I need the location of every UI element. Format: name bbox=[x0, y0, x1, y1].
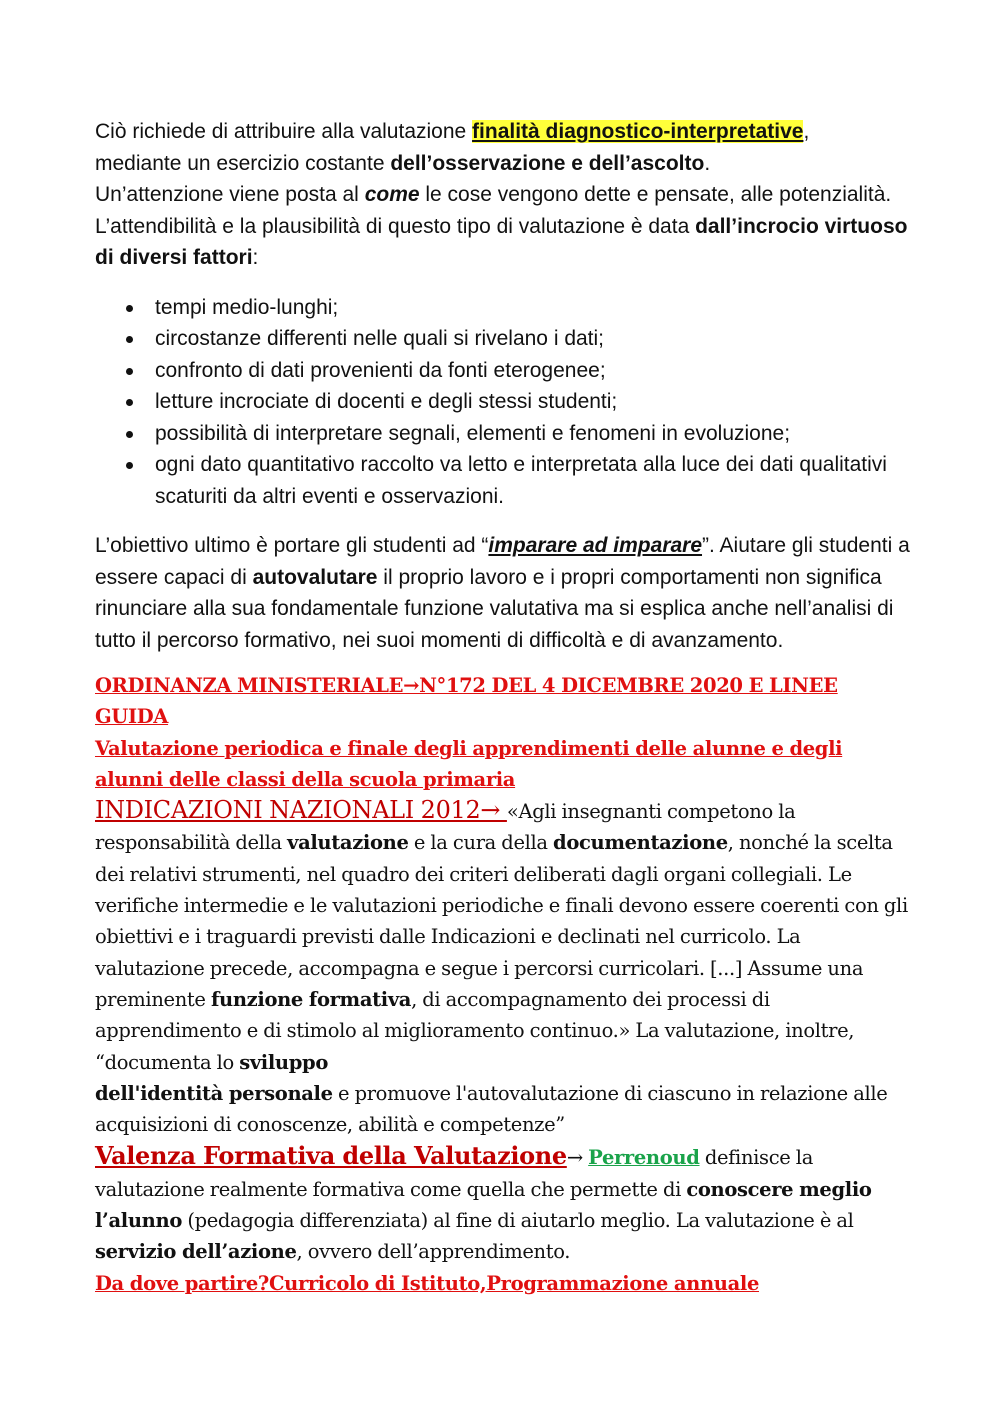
ordinanza-heading: ORDINANZA MINISTERIALE→N°172 DEL 4 DICEMBRE 2020 E LINEE GUIDA bbox=[95, 674, 838, 729]
text: mediante un esercizio costante bbox=[95, 151, 391, 175]
list-item: tempi medio-lunghi; bbox=[95, 292, 915, 324]
bold-italic-phrase: imparare ad imparare bbox=[488, 534, 703, 557]
arrow-icon: → bbox=[566, 1146, 589, 1170]
text: . bbox=[704, 151, 711, 175]
text: , ovvero dell’apprendimento. bbox=[296, 1240, 571, 1264]
objective-paragraph bbox=[95, 530, 915, 656]
text: , bbox=[803, 120, 810, 143]
text: Ciò richiede di attribuire alla valutazione bbox=[95, 120, 473, 143]
text: il proprio lavoro e i propri comportamenti non significa rinunciare alla sua fondamentale funzione valutativa ma si esplica anche nell’analisi di tutto il percorso formativo, nei suoi momenti di difficoltà e di avanzamento. bbox=[95, 565, 894, 652]
text: e la cura della bbox=[408, 831, 554, 855]
text: Un’attenzione viene posta al bbox=[95, 183, 365, 206]
list-item: letture incrociate di docenti e degli stessi studenti; bbox=[95, 386, 915, 418]
list-item: circostanze differenti nelle quali si rivelano i dati; bbox=[95, 323, 915, 355]
bold-word: sviluppo bbox=[239, 1050, 328, 1074]
bold-phrase: dell'identità personale bbox=[95, 1081, 333, 1105]
bold-italic-word: come bbox=[364, 183, 420, 206]
text: , nonché la scelta dei relativi strumenti, nel quadro dei criteri deliberati dagli organi collegiali. Le verifiche intermedie e le valutazioni periodiche e finali devono essere coerenti con gli obiettivi e i traguardi previsti dalle Indicazioni e declinati nel curricolo. La valutazione precede, accompagna e segue i percorsi curricolari. [...] Assume una preminente bbox=[95, 831, 908, 1011]
text: (pedagogia differenziata) al fine di aiutarlo meglio. La valutazione è al bbox=[181, 1209, 854, 1233]
list-item: possibilità di interpretare segnali, elementi e fenomeni in evoluzione; bbox=[95, 418, 915, 450]
factors-list bbox=[95, 292, 915, 513]
text: : bbox=[252, 246, 259, 269]
text: ”. Aiutare gli studenti a essere capaci di bbox=[95, 534, 910, 589]
bold-phrase: conoscere meglio l’alunno bbox=[95, 1177, 872, 1233]
perrenoud-name: Perrenoud bbox=[588, 1146, 700, 1170]
text: , di accompagnamento dei processi di apprendimento e di stimolo al miglioramento continuo.» La valutazione, inoltre, “documenta lo bbox=[95, 987, 855, 1074]
valenza-section bbox=[95, 1140, 915, 1298]
bold-word: autovalutare bbox=[252, 565, 378, 589]
text: le cose vengono dette e pensate, alle potenzialità. L’attendibilità e la plausibilità di questo tipo di valutazione è data bbox=[95, 183, 892, 238]
text: «Agli insegnanti competono la responsabilità della bbox=[95, 800, 796, 855]
bold-phrase: dall’incrocio virtuoso di diversi fattori bbox=[95, 214, 908, 269]
bold-phrase: dell’osservazione e dell’ascolto bbox=[390, 151, 705, 175]
text: e promuove l'autovalutazione di ciascuno in relazione alle acquisizioni di conoscenze, abilità e competenze” bbox=[95, 1081, 888, 1137]
bold-phrase: funzione formativa bbox=[210, 987, 412, 1011]
highlighted-phrase: finalità diagnostico-interpretative bbox=[472, 120, 804, 143]
intro-paragraph bbox=[95, 116, 915, 274]
text: L’obiettivo ultimo è portare gli studenti ad “ bbox=[95, 534, 489, 557]
bold-word: documentazione bbox=[553, 831, 728, 855]
ordinanza-subheading: Valutazione periodica e finale degli apprendimenti delle alunne e degli alunni delle classi della scuola primaria bbox=[95, 736, 843, 791]
list-item: confronto di dati provenienti da fonti eterogenee; bbox=[95, 355, 915, 387]
text: definisce la valutazione realmente formativa come quella che permette di bbox=[95, 1146, 813, 1201]
valenza-heading: Valenza Formativa della Valutazione bbox=[95, 1141, 567, 1171]
ordinanza-section bbox=[95, 670, 915, 795]
document-page bbox=[95, 116, 915, 1299]
indicazioni-heading: INDICAZIONI NAZIONALI 2012→ bbox=[95, 796, 507, 825]
indicazioni-section bbox=[95, 795, 915, 1140]
footer-heading: Da dove partire?Curricolo di Istituto,Programmazione annuale bbox=[95, 1271, 759, 1295]
list-item: ogni dato quantitativo raccolto va letto e interpretata alla luce dei dati qualitativi scaturiti da altri eventi e osservazioni. bbox=[95, 449, 915, 512]
bold-phrase: servizio dell’azione bbox=[95, 1240, 297, 1264]
bold-word: valutazione bbox=[287, 831, 409, 855]
